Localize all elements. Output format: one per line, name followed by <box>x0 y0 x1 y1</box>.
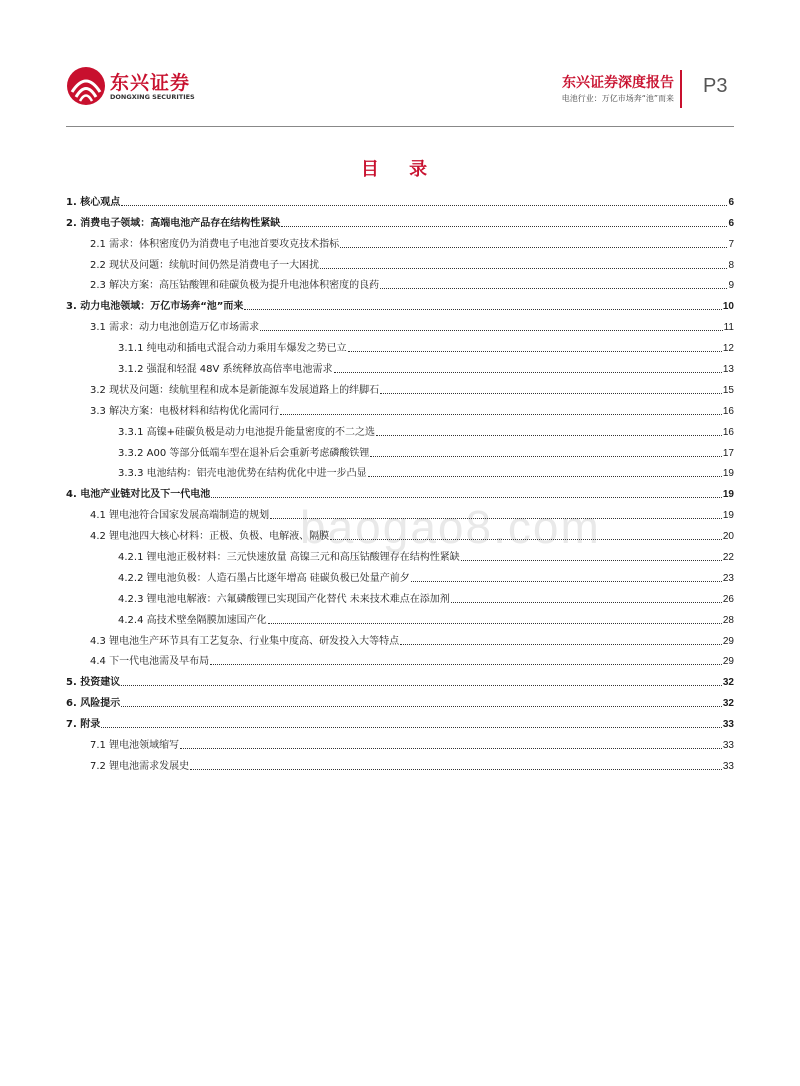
toc-entry-page: 13 <box>722 364 734 376</box>
toc-entry-page: 19 <box>722 510 734 522</box>
toc-entry-label: 1. 核心观点 <box>66 196 121 208</box>
toc-entry-label: 4.2.1 锂电池正极材料：三元快速放量 高镍三元和高压钴酸锂存在结构性紧缺 <box>118 552 460 564</box>
toc-leader-dots <box>190 769 722 770</box>
toc-entry[interactable] <box>66 313 734 334</box>
toc-entry[interactable] <box>66 439 734 460</box>
toc-entry-page: 9 <box>728 280 734 292</box>
toc-entry-page: 16 <box>722 426 734 438</box>
toc-leader-dots <box>180 748 722 749</box>
logo-chinese-name: 东兴证券 <box>110 72 191 94</box>
toc-entry[interactable] <box>66 230 734 251</box>
toc-leader-dots <box>121 205 727 206</box>
toc-entry-label: 4.2.4 高技术壁垒隔膜加速国产化 <box>118 614 267 626</box>
toc-entry[interactable] <box>66 564 734 585</box>
toc-entry-label: 7. 附录 <box>66 719 101 731</box>
toc-entry[interactable] <box>66 397 734 418</box>
toc-entry-page: 19 <box>722 489 734 501</box>
toc-leader-dots <box>376 435 722 436</box>
toc-entry[interactable] <box>66 606 734 627</box>
toc-entry[interactable] <box>66 460 734 481</box>
toc-entry[interactable] <box>66 710 734 731</box>
toc-entry[interactable] <box>66 585 734 606</box>
header-divider <box>680 70 682 108</box>
toc-leader-dots <box>380 288 727 289</box>
toc-leader-dots <box>380 393 722 394</box>
toc-leader-dots <box>334 372 722 373</box>
toc-entry-page: 33 <box>722 740 734 752</box>
toc-leader-dots <box>348 351 722 352</box>
toc-entry-page: 29 <box>722 635 734 647</box>
page-header <box>0 0 800 130</box>
toc-entry-page: 23 <box>722 572 734 584</box>
toc-leader-dots <box>370 456 722 457</box>
toc-leader-dots <box>268 623 722 624</box>
header-rule <box>66 126 734 127</box>
toc-entry-page: 8 <box>728 259 734 271</box>
toc-entry-page: 12 <box>722 343 734 355</box>
toc-leader-dots <box>210 664 722 665</box>
report-title: 东兴证券深度报告 <box>562 75 674 91</box>
toc-leader-dots <box>411 581 722 582</box>
toc-entry-label: 3.3.3 电池结构：铝壳电池优势在结构优化中进一步凸显 <box>118 468 367 480</box>
toc-entry-label: 4.2 锂电池四大核心材料：正极、负极、电解液、隔膜 <box>90 531 330 543</box>
toc-entry-label: 4. 电池产业链对比及下一代电池 <box>66 489 211 501</box>
toc-leader-dots <box>280 414 722 415</box>
toc-entry-page: 33 <box>722 719 734 731</box>
toc-entry-page: 19 <box>722 468 734 480</box>
toc-entry-label: 3.1 需求：动力电池创造万亿市场需求 <box>90 322 260 334</box>
toc-entry-label: 2.1 需求：体积密度仍为消费电子电池首要攻克技术指标 <box>90 238 340 250</box>
toc-entry-page: 33 <box>722 760 734 772</box>
toc-leader-dots <box>461 560 722 561</box>
toc-entry-page: 20 <box>722 531 734 543</box>
toc-entry[interactable] <box>66 334 734 355</box>
toc-entry[interactable] <box>66 627 734 648</box>
toc-leader-dots <box>320 268 727 269</box>
toc-leader-dots <box>101 727 722 728</box>
toc-entry[interactable] <box>66 731 734 752</box>
toc-leader-dots <box>270 518 722 519</box>
toc-entry[interactable] <box>66 376 734 397</box>
toc-leader-dots <box>340 247 727 248</box>
dongxing-logo-icon <box>66 66 106 106</box>
toc-entry-page: 26 <box>722 593 734 605</box>
report-subtitle: 电池行业：万亿市场奔“池”而来 <box>561 94 674 103</box>
toc-entry[interactable] <box>66 209 734 230</box>
toc-entry[interactable] <box>66 480 734 501</box>
toc-entry-page: 15 <box>722 384 734 396</box>
toc-entry[interactable] <box>66 188 734 209</box>
toc-entry[interactable] <box>66 292 734 313</box>
toc-title: 目 录 <box>360 159 440 180</box>
toc-entry[interactable] <box>66 501 734 522</box>
toc-entry-page: 11 <box>723 322 734 334</box>
toc-entry-label: 4.1 锂电池符合国家发展高端制造的规划 <box>90 510 270 522</box>
toc-leader-dots <box>368 476 722 477</box>
toc-entry-page: 6 <box>728 196 734 208</box>
toc-entry-label: 2.2 现状及问题：续航时间仍然是消费电子一大困扰 <box>90 259 320 271</box>
toc-entry-page: 29 <box>722 656 734 668</box>
toc-entry-label: 3.1.1 纯电动和插电式混合动力乘用车爆发之势已立 <box>118 343 347 355</box>
toc-entry-label: 7.1 锂电池领域缩写 <box>90 740 180 752</box>
toc-leader-dots <box>244 309 721 310</box>
toc-entry-page: 16 <box>722 405 734 417</box>
toc-leader-dots <box>121 706 722 707</box>
toc-entry[interactable] <box>66 355 734 376</box>
toc-entry-page: 32 <box>722 677 734 689</box>
toc-entry-label: 6. 风险提示 <box>66 698 121 710</box>
toc-entry[interactable] <box>66 522 734 543</box>
toc-entry[interactable] <box>66 752 734 773</box>
toc-leader-dots <box>451 602 722 603</box>
toc-entry[interactable] <box>66 648 734 669</box>
toc-entry-label: 4.2.2 锂电池负极：人造石墨占比逐年增高 硅碳负极已处量产前夕 <box>118 572 410 584</box>
toc-leader-dots <box>211 497 722 498</box>
toc-leader-dots <box>260 330 723 331</box>
toc-entry-page: 28 <box>722 614 734 626</box>
toc-leader-dots <box>400 644 722 645</box>
toc-entry[interactable] <box>66 668 734 689</box>
company-logo <box>66 66 206 110</box>
toc-entry-label: 3.2 现状及问题：续航里程和成本是新能源车发展道路上的绊脚石 <box>90 384 380 396</box>
toc-entry-page: 22 <box>722 552 734 564</box>
toc-entry-page: 7 <box>728 238 734 250</box>
toc-entry-label: 4.3 锂电池生产环节具有工艺复杂、行业集中度高、研发投入大等特点 <box>90 635 400 647</box>
toc-entry[interactable] <box>66 272 734 293</box>
toc-entry-page: 17 <box>722 447 734 459</box>
toc-leader-dots <box>281 226 727 227</box>
toc-entry-label: 5. 投资建议 <box>66 677 121 689</box>
toc-entry[interactable] <box>66 251 734 272</box>
toc-entry-label: 2. 消费电子领域：高端电池产品存在结构性紧缺 <box>66 217 281 229</box>
toc-entry-label: 3.3.1 高镍+硅碳负极是动力电池提升能量密度的不二之选 <box>118 426 376 438</box>
logo-english-name: DONGXING SECURITIES <box>110 93 195 101</box>
toc-entry-label: 4.2.3 锂电池电解液：六氟磷酸锂已实现国产化替代 未来技术难点在添加剂 <box>118 593 450 605</box>
watermark: baogao8.com <box>300 501 601 553</box>
toc-entry[interactable] <box>66 418 734 439</box>
toc-entry-page: 6 <box>728 217 734 229</box>
toc-entry-label: 2.3 解决方案：高压钴酸锂和硅碳负极为提升电池体积密度的良药 <box>90 280 380 292</box>
toc-leader-dots <box>330 539 722 540</box>
table-of-contents <box>66 188 734 773</box>
toc-entry-label: 4.4 下一代电池需及早布局 <box>90 656 210 668</box>
toc-entry[interactable] <box>66 689 734 710</box>
toc-entry-page: 32 <box>722 698 734 710</box>
toc-entry-label: 3.1.2 强混和轻混 48V 系统释放高倍率电池需求 <box>118 364 333 376</box>
toc-entry-label: 3. 动力电池领域：万亿市场奔“池”而来 <box>66 301 244 313</box>
toc-entry-label: 7.2 锂电池需求发展史 <box>90 760 190 772</box>
toc-entry-label: 3.3.2 A00 等部分低端车型在退补后会重新考虑磷酸铁锂 <box>118 447 370 459</box>
toc-entry[interactable] <box>66 543 734 564</box>
toc-leader-dots <box>121 685 722 686</box>
toc-entry-page: 10 <box>722 301 734 313</box>
page-number: P3 <box>703 75 728 97</box>
toc-entry-label: 3.3 解决方案：电极材料和结构优化需同行 <box>90 405 280 417</box>
